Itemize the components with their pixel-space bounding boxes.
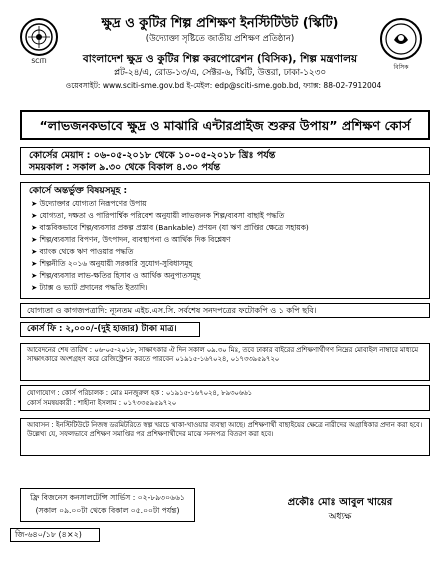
consultancy-box	[20, 488, 195, 522]
course-time: সময়কাল : সকাল ৯.৩০ থেকে বিকাল ৪.৩০ পর্যন্ত	[29, 162, 221, 173]
topic-item: ➤ বাস্তবিকভাবে শিল্প/ব্যবসার প্রকল্প প্রস্তাব (Bankable) প্রণয়ন (যা ঋণ প্রাপ্তির ক্ষেত্রে সহায়ক)	[31, 223, 309, 232]
topic-item: ➤ শিল্প/ব্যবসার বিপণন, উৎপাদন, ব্যবস্থাপনা ও আর্থিক দিক বিশ্লেষণ	[31, 235, 231, 244]
signatory-title: অধ্যক্ষ	[328, 512, 352, 522]
topic-item: ➤ ট্যাক্স ও ভ্যাট প্রদানের পদ্ধতি ইত্যাদি।	[31, 283, 148, 292]
bscic-logo-text: বিসিক	[393, 64, 409, 71]
topic-item: ➤ যোগ্যতা, দক্ষতা ও পারিপার্শ্বিক পরিবেশ অনুযায়ী লাভজনক শিল্প/ব্যবসা বাছাই পদ্ধতি	[31, 211, 285, 220]
topic-item: ➤ ব্যাংক থেকে ঋণ পাওয়ার পদ্ধতি	[31, 247, 134, 256]
course-coordinator: কোর্স সমন্বয়কারী : শাহীনা ইসলাম : ০১৭৩৩৫৯৫৯৭২০	[27, 399, 177, 407]
address-line: প্লট-২৪/এ, রোড-১৩/এ, সেক্টর-৬, স্কিটি, উত্তরা, ঢাকা-১২৩০	[113, 68, 327, 78]
organization-name: বাংলাদেশ ক্ষুদ্র ও কুটির শিল্প করপোরেশন (বিসিক), শিল্প মন্ত্রণালয়	[82, 53, 358, 65]
contact-line: ওয়েবসাইট: www.sciti-sme.gov.bd ই-মেইল: edp@sciti-sme.gob.bd, ফ্যাক্স: 88-02-7912004	[65, 81, 382, 90]
application-info: আবেদনের শেষ তারিখ : ০৬-০৫-২০১৮, সাক্ষাৎকার ঐ দিন সকাল ০৯.৩০ মিঃ, তবে ঢাকার বাইরের প্রশিক্ষণার্থীগণ নিম্নের মোবাইল নাম্বারে মাধ্যমে সাক্ষাৎকারে অংশগ্রহণ করে রেজিস্ট্রেশন করতে পারবেন ০১৯১৫-১৬৭০২৪, ০১৭৩৩৯৫৯৭২০	[20, 343, 430, 381]
housing-info: আবাসন : ইনস্টিটিউটে নিজস্ব ডরমিটরিতে স্বল্প খরচে থাকা-খাওয়ার ব্যবস্থা আছে। প্রশিক্ষণার্থী বাছাইয়ের ক্ষেত্রে নারীদের অগ্রাধিকার প্রদান করা হবে। উল্লেখ্য যে, সফলভাবে প্রশিক্ষণ সমাপ্তির পর প্রশিক্ষণার্থীদের মাঝে সনদপত্র বিতরণ করা হবে।	[20, 418, 430, 456]
course-director: যোগাযোগ : কোর্স পরিচালক : মোঃ মনজুরুল হক : ০১৯১৫-১৬৭০২৪, ৮৯৩০৬৬১	[27, 389, 253, 397]
reference-number: জি-৬৪০/১৮ (৪×২)	[10, 528, 100, 542]
signatory-name: প্রকৌঃ মোঃ আবুল খায়ের	[287, 497, 393, 508]
consultancy-phone: ফ্রি বিজনেস কনসালটেন্সি সার্ভিস : ০২-৮৯৩০৬৬১	[30, 493, 185, 502]
sciti-logo	[20, 18, 58, 56]
schedule-box	[20, 147, 430, 175]
institute-title: ক্ষুদ্র ও কুটির শিল্প প্রশিক্ষণ ইনস্টিটিউট (স্কিটি)	[101, 16, 339, 31]
institute-subtitle: (উদ্যোক্তা সৃষ্টিতে জাতীয় প্রশিক্ষণ প্রতিষ্ঠান)	[145, 34, 295, 44]
topics-heading: কোর্সে অন্তর্ভুক্ত বিষয়সমূহ :	[29, 186, 128, 196]
contacts-box	[20, 385, 430, 411]
course-fee: কোর্স ফি : ২,০০০/-(দুই হাজার) টাকা মাত্র।	[20, 322, 200, 337]
topic-item: ➤ শিল্পনীতি ২০১৬ অনুযায়ী সরকারি সুযোগ-সুবিধাসমূহ	[31, 259, 193, 268]
course-duration: কোর্সের মেয়াদ : ০৬-০৫-২০১৮ থেকে ১০-০৫-২০১৮ খ্রিঃ পর্যন্ত	[29, 150, 276, 161]
course-title: “লাভজনকভাবে ক্ষুদ্র ও মাঝারি এন্টারপ্রাইজ শুরুর উপায়” প্রশিক্ষণ কোর্স	[20, 110, 430, 140]
sciti-logo-text: SCITI	[31, 58, 47, 65]
topic-item: ➤ উদ্যোক্তার যোগ্যতা নিরূপণের উপায়	[31, 199, 147, 208]
topics-box	[20, 182, 430, 299]
eligibility: যোগ্যতা ও কাগজপত্রাদি: ন্যূনতম এইচ.এস.সি. সর্বশেষ সনদপত্রের ফটোকপি ও ১ কপি ছবি।	[20, 303, 430, 318]
topic-item: ➤ শিল্প/ব্যবসার লাভ-ক্ষতির হিসাব ও আর্থিক অনুপাতসমূহ	[31, 271, 201, 280]
consultancy-hours: (সকাল ০৯.০০টা থেকে বিকাল ০৫.০০টা পর্যন্ত)	[35, 506, 180, 515]
